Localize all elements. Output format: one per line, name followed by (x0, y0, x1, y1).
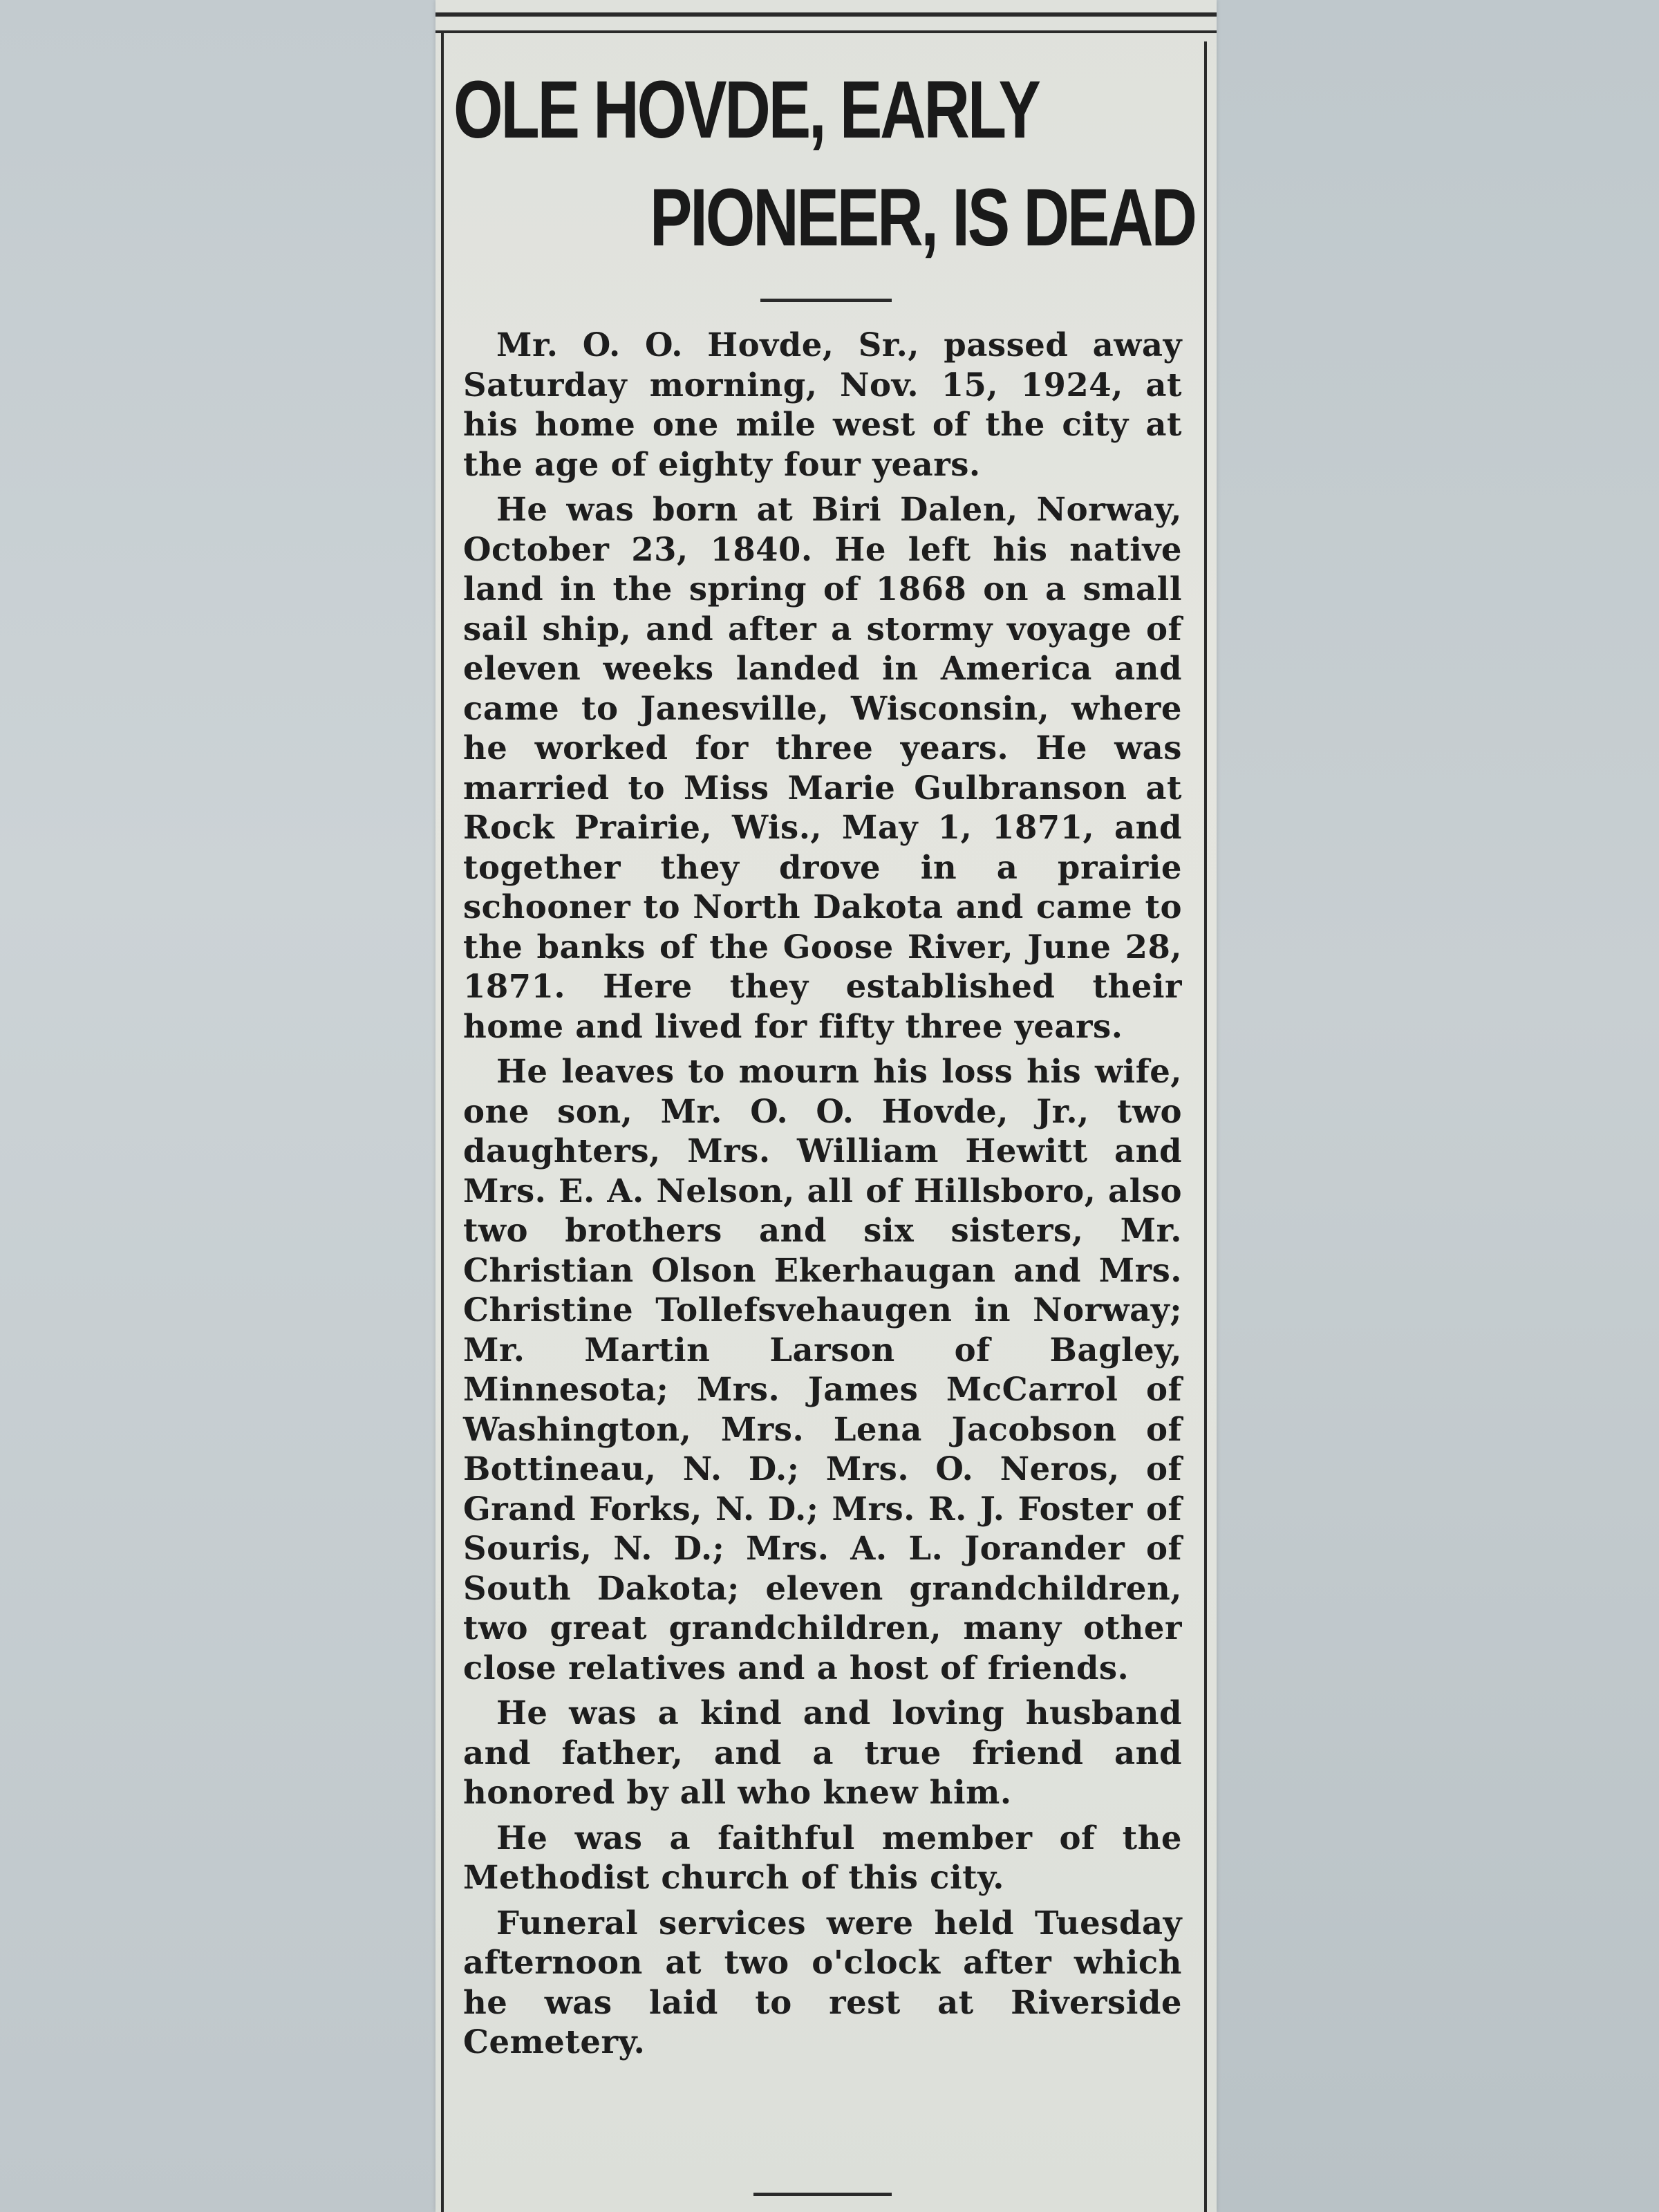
headline-line-1: OLE HOVDE, EARLY (453, 64, 1039, 156)
paragraph-death-notice: Mr. O. O. Hovde, Sr., passed away Saturday morning, Nov. 15, 1924, at his home one mile west of the city at the age of eighty four years. (463, 326, 1182, 483)
paragraph-funeral: Funeral services were held Tuesday afternoon at two o'clock after which he was laid to rest at Riverside Cemetery. (463, 1903, 1182, 2061)
paragraph-survivors: He leaves to mourn his loss his wife, one son, Mr. O. O. Hovde, Jr., two daughters, Mrs. William Hewitt and Mrs. E. A. Nelson, all of Hillsboro, also two brothers and six sisters, Mr. Christian Olson Ekerhaugan and Mrs. Christine Tollefsvehaugen in Norway; Mr. Martin Larson of Bagley, Minnesota; Mrs. James McCarrol of Washington, Mrs. Lena Jacobson of Bottineau, N. D.; Mrs. O. Neros, of Grand Forks, N. D.; Mrs. R. J. Foster of Souris, N. D.; Mrs. A. L. Jorander of South Dakota; eleven grandchildren, two great grandchildren, many other close relatives and a host of friends. (463, 1052, 1182, 1687)
paragraph-biography: He was born at Biri Dalen, Norway, October 23, 1840. He left his native land in the spring of 1868 on a small sail ship, and after a stormy voyage of eleven weeks landed in America and came to Janesville, Wisconsin, where he worked for three years. He was married to Miss Marie Gulbranson at Rock Prairie, Wis., May 1, 1871, and together they drove in a prairie schooner to North Dakota and came to the banks of the Goose River, June 28, 1871. Here they established their home and lived for fifty three years. (463, 490, 1182, 1045)
column-rule-right (1204, 41, 1207, 2212)
paragraph-church: He was a faithful member of the Methodist church of this city. (463, 1818, 1182, 1896)
headline-line-2: PIONEER, IS DEAD (650, 172, 1195, 263)
backdrop-right (1217, 0, 1659, 2212)
end-divider (753, 2193, 892, 2196)
headline-divider (760, 299, 892, 302)
newspaper-clipping (435, 0, 1217, 2212)
paragraph-character: He was a kind and loving husband and father, and a true friend and honored by all who knew him. (463, 1694, 1182, 1811)
backdrop-left (0, 0, 435, 2212)
top-rule (435, 12, 1217, 17)
top-rule-inner (435, 30, 1217, 33)
column-rule-left (441, 30, 444, 2212)
article-body (463, 325, 1182, 2068)
